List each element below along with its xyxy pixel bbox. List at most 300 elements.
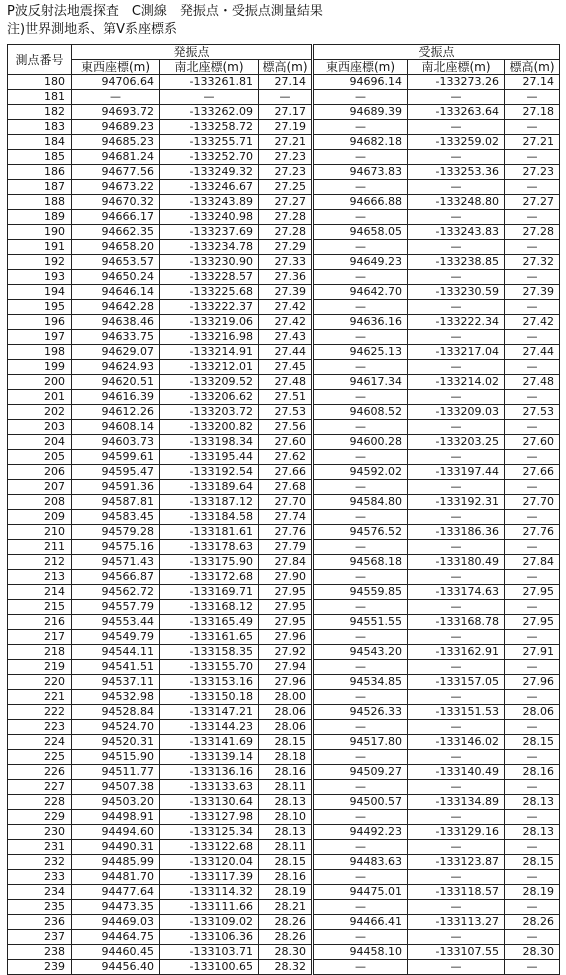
shot-northing-cell: -133136.16 bbox=[160, 765, 259, 780]
receiver-elevation-cell: — bbox=[505, 840, 560, 855]
receiver-easting-cell: 94466.41 bbox=[313, 915, 408, 930]
table-row bbox=[8, 330, 560, 345]
shot-elevation-cell: 28.13 bbox=[259, 825, 313, 840]
receiver-northing-cell: — bbox=[408, 450, 505, 465]
table-row bbox=[8, 75, 560, 90]
receiver-northing-cell: — bbox=[408, 210, 505, 225]
receiver-elevation-cell: 27.14 bbox=[505, 75, 560, 90]
receiver-elevation-cell: 28.13 bbox=[505, 795, 560, 810]
receiver-elevation-cell: 28.13 bbox=[505, 825, 560, 840]
shot-northing-cell: -133106.36 bbox=[160, 930, 259, 945]
point-number-cell: 192 bbox=[8, 255, 72, 270]
receiver-easting-cell: — bbox=[313, 690, 408, 705]
receiver-elevation-cell: 27.27 bbox=[505, 195, 560, 210]
point-number-cell: 238 bbox=[8, 945, 72, 960]
receiver-easting-cell: 94559.85 bbox=[313, 585, 408, 600]
shot-northing-cell: -133189.64 bbox=[160, 480, 259, 495]
table-row bbox=[8, 225, 560, 240]
point-number-cell: 218 bbox=[8, 645, 72, 660]
receiver-easting-cell: — bbox=[313, 330, 408, 345]
shot-elevation-cell: 27.62 bbox=[259, 450, 313, 465]
shot-elevation-cell: 28.15 bbox=[259, 735, 313, 750]
shot-easting-cell: 94608.14 bbox=[72, 420, 160, 435]
receiver-elevation-cell: — bbox=[505, 960, 560, 975]
shot-elevation-cell: 27.96 bbox=[259, 630, 313, 645]
receiver-easting-cell: 94517.80 bbox=[313, 735, 408, 750]
receiver-elevation-cell: — bbox=[505, 630, 560, 645]
shot-elevation-cell: 28.06 bbox=[259, 705, 313, 720]
shot-easting-cell: 94477.64 bbox=[72, 885, 160, 900]
receiver-easting-cell: — bbox=[313, 270, 408, 285]
shot-northing-cell: -133214.91 bbox=[160, 345, 259, 360]
table-row bbox=[8, 300, 560, 315]
header-point-number: 測点番号 bbox=[8, 45, 72, 75]
shot-elevation-cell: 27.23 bbox=[259, 150, 313, 165]
receiver-northing-cell: — bbox=[408, 90, 505, 105]
receiver-easting-cell: — bbox=[313, 600, 408, 615]
receiver-elevation-cell: 28.16 bbox=[505, 765, 560, 780]
shot-elevation-cell: 28.18 bbox=[259, 750, 313, 765]
shot-northing-cell: -133147.21 bbox=[160, 705, 259, 720]
shot-northing-cell: -133122.68 bbox=[160, 840, 259, 855]
receiver-northing-cell: -133180.49 bbox=[408, 555, 505, 570]
point-number-cell: 196 bbox=[8, 315, 72, 330]
receiver-northing-cell: -133168.78 bbox=[408, 615, 505, 630]
table-row bbox=[8, 345, 560, 360]
receiver-elevation-cell: 27.32 bbox=[505, 255, 560, 270]
point-number-cell: 204 bbox=[8, 435, 72, 450]
receiver-northing-cell: — bbox=[408, 540, 505, 555]
point-number-cell: 228 bbox=[8, 795, 72, 810]
point-number-cell: 209 bbox=[8, 510, 72, 525]
receiver-elevation-cell: 28.19 bbox=[505, 885, 560, 900]
table-row bbox=[8, 120, 560, 135]
point-number-cell: 213 bbox=[8, 570, 72, 585]
point-number-cell: 224 bbox=[8, 735, 72, 750]
shot-elevation-cell: 27.39 bbox=[259, 285, 313, 300]
receiver-northing-cell: — bbox=[408, 150, 505, 165]
table-row bbox=[8, 435, 560, 450]
table-row bbox=[8, 915, 560, 930]
receiver-elevation-cell: — bbox=[505, 570, 560, 585]
table-row bbox=[8, 690, 560, 705]
receiver-elevation-cell: 27.60 bbox=[505, 435, 560, 450]
receiver-easting-cell: — bbox=[313, 750, 408, 765]
shot-northing-cell: -133127.98 bbox=[160, 810, 259, 825]
shot-northing-cell: -133111.66 bbox=[160, 900, 259, 915]
shot-elevation-cell: 27.90 bbox=[259, 570, 313, 585]
receiver-elevation-cell: 27.53 bbox=[505, 405, 560, 420]
point-number-cell: 210 bbox=[8, 525, 72, 540]
receiver-northing-cell: -133197.44 bbox=[408, 465, 505, 480]
shot-elevation-cell: 27.27 bbox=[259, 195, 313, 210]
receiver-easting-cell: — bbox=[313, 780, 408, 795]
shot-northing-cell: -133133.63 bbox=[160, 780, 259, 795]
receiver-easting-cell: 94649.23 bbox=[313, 255, 408, 270]
table-row bbox=[8, 270, 560, 285]
shot-northing-cell: -133200.82 bbox=[160, 420, 259, 435]
point-number-cell: 221 bbox=[8, 690, 72, 705]
shot-elevation-cell: 28.32 bbox=[259, 960, 313, 975]
receiver-northing-cell: — bbox=[408, 420, 505, 435]
shot-easting-cell: 94566.87 bbox=[72, 570, 160, 585]
table-row bbox=[8, 315, 560, 330]
receiver-elevation-cell: — bbox=[505, 420, 560, 435]
shot-easting-cell: 94481.70 bbox=[72, 870, 160, 885]
receiver-northing-cell: -133238.85 bbox=[408, 255, 505, 270]
receiver-elevation-cell: 27.44 bbox=[505, 345, 560, 360]
shot-easting-cell: 94583.45 bbox=[72, 510, 160, 525]
receiver-easting-cell: 94526.33 bbox=[313, 705, 408, 720]
point-number-cell: 207 bbox=[8, 480, 72, 495]
receiver-elevation-cell: — bbox=[505, 300, 560, 315]
header-receiver-point: 受振点 bbox=[313, 45, 560, 60]
shot-easting-cell: 94599.61 bbox=[72, 450, 160, 465]
shot-elevation-cell: 28.15 bbox=[259, 855, 313, 870]
point-number-cell: 181 bbox=[8, 90, 72, 105]
point-number-cell: 206 bbox=[8, 465, 72, 480]
table-row bbox=[8, 705, 560, 720]
shot-elevation-cell: 28.21 bbox=[259, 900, 313, 915]
receiver-easting-cell: — bbox=[313, 450, 408, 465]
receiver-northing-cell: -133113.27 bbox=[408, 915, 505, 930]
shot-easting-cell: 94685.23 bbox=[72, 135, 160, 150]
point-number-cell: 229 bbox=[8, 810, 72, 825]
shot-elevation-cell: 27.95 bbox=[259, 615, 313, 630]
shot-elevation-cell: 27.43 bbox=[259, 330, 313, 345]
shot-easting-cell: 94473.35 bbox=[72, 900, 160, 915]
receiver-easting-cell: — bbox=[313, 150, 408, 165]
receiver-northing-cell: -133186.36 bbox=[408, 525, 505, 540]
shot-easting-cell: 94562.72 bbox=[72, 585, 160, 600]
table-row bbox=[8, 825, 560, 840]
shot-northing-cell: -133187.12 bbox=[160, 495, 259, 510]
receiver-easting-cell: — bbox=[313, 900, 408, 915]
table-row bbox=[8, 570, 560, 585]
receiver-elevation-cell: — bbox=[505, 210, 560, 225]
receiver-northing-cell: -133217.04 bbox=[408, 345, 505, 360]
table-row bbox=[8, 195, 560, 210]
receiver-northing-cell: — bbox=[408, 120, 505, 135]
receiver-northing-cell: -133273.26 bbox=[408, 75, 505, 90]
receiver-northing-cell: -133118.57 bbox=[408, 885, 505, 900]
shot-easting-cell: 94528.84 bbox=[72, 705, 160, 720]
shot-easting-cell: 94464.75 bbox=[72, 930, 160, 945]
table-row bbox=[8, 780, 560, 795]
receiver-easting-cell: 94543.20 bbox=[313, 645, 408, 660]
receiver-easting-cell: 94608.52 bbox=[313, 405, 408, 420]
shot-easting-cell: 94515.90 bbox=[72, 750, 160, 765]
table-row bbox=[8, 210, 560, 225]
receiver-elevation-cell: 27.96 bbox=[505, 675, 560, 690]
point-number-cell: 182 bbox=[8, 105, 72, 120]
receiver-northing-cell: -133134.89 bbox=[408, 795, 505, 810]
table-row bbox=[8, 360, 560, 375]
table-row bbox=[8, 105, 560, 120]
shot-northing-cell: -133230.90 bbox=[160, 255, 259, 270]
shot-easting-cell: 94498.91 bbox=[72, 810, 160, 825]
receiver-elevation-cell: — bbox=[505, 360, 560, 375]
shot-elevation-cell: 27.19 bbox=[259, 120, 313, 135]
header-shot-northing: 南北座標(m) bbox=[160, 60, 259, 75]
receiver-northing-cell: — bbox=[408, 720, 505, 735]
shot-northing-cell: -133222.37 bbox=[160, 300, 259, 315]
receiver-northing-cell: -133253.36 bbox=[408, 165, 505, 180]
receiver-easting-cell: — bbox=[313, 660, 408, 675]
shot-elevation-cell: 27.48 bbox=[259, 375, 313, 390]
shot-easting-cell: 94571.43 bbox=[72, 555, 160, 570]
shot-elevation-cell: 28.30 bbox=[259, 945, 313, 960]
point-number-cell: 180 bbox=[8, 75, 72, 90]
table-row bbox=[8, 810, 560, 825]
shot-northing-cell: -133144.23 bbox=[160, 720, 259, 735]
receiver-elevation-cell: 28.06 bbox=[505, 705, 560, 720]
point-number-cell: 233 bbox=[8, 870, 72, 885]
table-row bbox=[8, 720, 560, 735]
shot-elevation-cell: 28.16 bbox=[259, 870, 313, 885]
receiver-northing-cell: — bbox=[408, 360, 505, 375]
table-row bbox=[8, 555, 560, 570]
shot-elevation-cell: 27.17 bbox=[259, 105, 313, 120]
table-row bbox=[8, 375, 560, 390]
shot-easting-cell: 94642.28 bbox=[72, 300, 160, 315]
receiver-elevation-cell: 27.48 bbox=[505, 375, 560, 390]
receiver-northing-cell: — bbox=[408, 600, 505, 615]
shot-northing-cell: -133195.44 bbox=[160, 450, 259, 465]
shot-easting-cell: 94658.20 bbox=[72, 240, 160, 255]
shot-northing-cell: -133139.14 bbox=[160, 750, 259, 765]
shot-elevation-cell: 27.42 bbox=[259, 300, 313, 315]
point-number-cell: 239 bbox=[8, 960, 72, 975]
shot-northing-cell: -133249.32 bbox=[160, 165, 259, 180]
shot-northing-cell: -133252.70 bbox=[160, 150, 259, 165]
shot-elevation-cell: 28.11 bbox=[259, 780, 313, 795]
shot-northing-cell: -133153.16 bbox=[160, 675, 259, 690]
receiver-easting-cell: 94551.55 bbox=[313, 615, 408, 630]
table-row bbox=[8, 585, 560, 600]
receiver-easting-cell: 94584.80 bbox=[313, 495, 408, 510]
table-row bbox=[8, 870, 560, 885]
receiver-easting-cell: 94642.70 bbox=[313, 285, 408, 300]
receiver-easting-cell: 94568.18 bbox=[313, 555, 408, 570]
receiver-elevation-cell: — bbox=[505, 480, 560, 495]
shot-easting-cell: 94629.07 bbox=[72, 345, 160, 360]
shot-easting-cell: 94456.40 bbox=[72, 960, 160, 975]
receiver-easting-cell: — bbox=[313, 390, 408, 405]
table-row bbox=[8, 615, 560, 630]
table-row bbox=[8, 660, 560, 675]
point-number-cell: 198 bbox=[8, 345, 72, 360]
receiver-northing-cell: -133140.49 bbox=[408, 765, 505, 780]
receiver-elevation-cell: 28.15 bbox=[505, 855, 560, 870]
shot-easting-cell: 94646.14 bbox=[72, 285, 160, 300]
receiver-elevation-cell: 27.91 bbox=[505, 645, 560, 660]
receiver-easting-cell: 94483.63 bbox=[313, 855, 408, 870]
receiver-elevation-cell: 28.15 bbox=[505, 735, 560, 750]
receiver-easting-cell: — bbox=[313, 570, 408, 585]
shot-easting-cell: 94662.35 bbox=[72, 225, 160, 240]
receiver-easting-cell: — bbox=[313, 300, 408, 315]
shot-northing-cell: -133161.65 bbox=[160, 630, 259, 645]
receiver-northing-cell: -133248.80 bbox=[408, 195, 505, 210]
shot-elevation-cell: 27.29 bbox=[259, 240, 313, 255]
receiver-easting-cell: 94600.28 bbox=[313, 435, 408, 450]
point-number-cell: 231 bbox=[8, 840, 72, 855]
receiver-easting-cell: 94673.83 bbox=[313, 165, 408, 180]
shot-elevation-cell: 27.36 bbox=[259, 270, 313, 285]
table-row bbox=[8, 420, 560, 435]
point-number-cell: 215 bbox=[8, 600, 72, 615]
receiver-elevation-cell: — bbox=[505, 510, 560, 525]
shot-northing-cell: -133103.71 bbox=[160, 945, 259, 960]
point-number-cell: 212 bbox=[8, 555, 72, 570]
point-number-cell: 184 bbox=[8, 135, 72, 150]
receiver-elevation-cell: 27.76 bbox=[505, 525, 560, 540]
shot-easting-cell: — bbox=[72, 90, 160, 105]
receiver-northing-cell: — bbox=[408, 240, 505, 255]
table-row bbox=[8, 165, 560, 180]
table-row bbox=[8, 510, 560, 525]
receiver-elevation-cell: — bbox=[505, 120, 560, 135]
shot-easting-cell: 94595.47 bbox=[72, 465, 160, 480]
receiver-elevation-cell: — bbox=[505, 690, 560, 705]
header-receiver-easting: 東西座標(m) bbox=[313, 60, 408, 75]
shot-northing-cell: -133258.72 bbox=[160, 120, 259, 135]
receiver-northing-cell: — bbox=[408, 690, 505, 705]
shot-easting-cell: 94532.98 bbox=[72, 690, 160, 705]
shot-northing-cell: -133150.18 bbox=[160, 690, 259, 705]
shot-northing-cell: -133130.64 bbox=[160, 795, 259, 810]
shot-northing-cell: -133184.58 bbox=[160, 510, 259, 525]
point-number-cell: 202 bbox=[8, 405, 72, 420]
point-number-cell: 197 bbox=[8, 330, 72, 345]
shot-easting-cell: 94650.24 bbox=[72, 270, 160, 285]
receiver-easting-cell: 94576.52 bbox=[313, 525, 408, 540]
receiver-easting-cell: 94475.01 bbox=[313, 885, 408, 900]
shot-easting-cell: 94612.26 bbox=[72, 405, 160, 420]
shot-northing-cell: -133243.89 bbox=[160, 195, 259, 210]
shot-northing-cell: -133237.69 bbox=[160, 225, 259, 240]
receiver-elevation-cell: 28.26 bbox=[505, 915, 560, 930]
table-row bbox=[8, 840, 560, 855]
shot-elevation-cell: 28.26 bbox=[259, 930, 313, 945]
receiver-easting-cell: 94458.10 bbox=[313, 945, 408, 960]
shot-easting-cell: 94490.31 bbox=[72, 840, 160, 855]
table-row bbox=[8, 645, 560, 660]
shot-elevation-cell: 27.53 bbox=[259, 405, 313, 420]
shot-elevation-cell: 28.13 bbox=[259, 795, 313, 810]
point-number-cell: 211 bbox=[8, 540, 72, 555]
table-row bbox=[8, 390, 560, 405]
receiver-northing-cell: -133263.64 bbox=[408, 105, 505, 120]
receiver-easting-cell: 94509.27 bbox=[313, 765, 408, 780]
point-number-cell: 201 bbox=[8, 390, 72, 405]
shot-easting-cell: 94689.23 bbox=[72, 120, 160, 135]
receiver-elevation-cell: — bbox=[505, 810, 560, 825]
receiver-elevation-cell: — bbox=[505, 240, 560, 255]
receiver-elevation-cell: — bbox=[505, 600, 560, 615]
point-number-cell: 190 bbox=[8, 225, 72, 240]
point-number-cell: 236 bbox=[8, 915, 72, 930]
shot-easting-cell: 94673.22 bbox=[72, 180, 160, 195]
shot-easting-cell: 94670.32 bbox=[72, 195, 160, 210]
receiver-easting-cell: 94625.13 bbox=[313, 345, 408, 360]
shot-northing-cell: -133155.70 bbox=[160, 660, 259, 675]
shot-easting-cell: 94494.60 bbox=[72, 825, 160, 840]
table-row bbox=[8, 135, 560, 150]
point-number-cell: 200 bbox=[8, 375, 72, 390]
receiver-easting-cell: 94592.02 bbox=[313, 465, 408, 480]
table-row bbox=[8, 900, 560, 915]
shot-easting-cell: 94524.70 bbox=[72, 720, 160, 735]
table-row bbox=[8, 540, 560, 555]
receiver-elevation-cell: — bbox=[505, 180, 560, 195]
table-row bbox=[8, 930, 560, 945]
shot-easting-cell: 94469.03 bbox=[72, 915, 160, 930]
shot-northing-cell: -133216.98 bbox=[160, 330, 259, 345]
table-row bbox=[8, 855, 560, 870]
receiver-northing-cell: -133129.16 bbox=[408, 825, 505, 840]
shot-northing-cell: -133100.65 bbox=[160, 960, 259, 975]
receiver-elevation-cell: — bbox=[505, 270, 560, 285]
shot-easting-cell: 94503.20 bbox=[72, 795, 160, 810]
table-row bbox=[8, 735, 560, 750]
table-row bbox=[8, 945, 560, 960]
shot-northing-cell: -133169.71 bbox=[160, 585, 259, 600]
point-number-cell: 194 bbox=[8, 285, 72, 300]
shot-northing-cell: -133114.32 bbox=[160, 885, 259, 900]
receiver-elevation-cell: — bbox=[505, 780, 560, 795]
receiver-elevation-cell: 27.39 bbox=[505, 285, 560, 300]
shot-northing-cell: -133240.98 bbox=[160, 210, 259, 225]
receiver-northing-cell: -133230.59 bbox=[408, 285, 505, 300]
point-number-cell: 234 bbox=[8, 885, 72, 900]
shot-easting-cell: 94616.39 bbox=[72, 390, 160, 405]
receiver-northing-cell: — bbox=[408, 900, 505, 915]
table-row bbox=[8, 630, 560, 645]
coordinate-system-note: 注)世界測地系、第Ⅴ系座標系 bbox=[7, 22, 177, 37]
shot-northing-cell: -133172.68 bbox=[160, 570, 259, 585]
shot-elevation-cell: 28.10 bbox=[259, 810, 313, 825]
point-number-cell: 187 bbox=[8, 180, 72, 195]
shot-northing-cell: -133120.04 bbox=[160, 855, 259, 870]
point-number-cell: 191 bbox=[8, 240, 72, 255]
shot-northing-cell: -133141.69 bbox=[160, 735, 259, 750]
receiver-northing-cell: -133151.53 bbox=[408, 705, 505, 720]
receiver-easting-cell: — bbox=[313, 180, 408, 195]
receiver-easting-cell: — bbox=[313, 540, 408, 555]
receiver-elevation-cell: — bbox=[505, 870, 560, 885]
receiver-elevation-cell: 27.95 bbox=[505, 585, 560, 600]
shot-easting-cell: 94549.79 bbox=[72, 630, 160, 645]
receiver-easting-cell: 94636.16 bbox=[313, 315, 408, 330]
receiver-northing-cell: — bbox=[408, 330, 505, 345]
shot-easting-cell: 94587.81 bbox=[72, 495, 160, 510]
shot-easting-cell: 94460.45 bbox=[72, 945, 160, 960]
receiver-northing-cell: — bbox=[408, 660, 505, 675]
table-row bbox=[8, 795, 560, 810]
point-number-cell: 183 bbox=[8, 120, 72, 135]
receiver-elevation-cell: — bbox=[505, 900, 560, 915]
header-shot-easting: 東西座標(m) bbox=[72, 60, 160, 75]
receiver-elevation-cell: — bbox=[505, 540, 560, 555]
receiver-easting-cell: 94492.23 bbox=[313, 825, 408, 840]
table-row bbox=[8, 240, 560, 255]
point-number-cell: 225 bbox=[8, 750, 72, 765]
receiver-elevation-cell: 28.30 bbox=[505, 945, 560, 960]
point-number-cell: 185 bbox=[8, 150, 72, 165]
receiver-easting-cell: — bbox=[313, 870, 408, 885]
